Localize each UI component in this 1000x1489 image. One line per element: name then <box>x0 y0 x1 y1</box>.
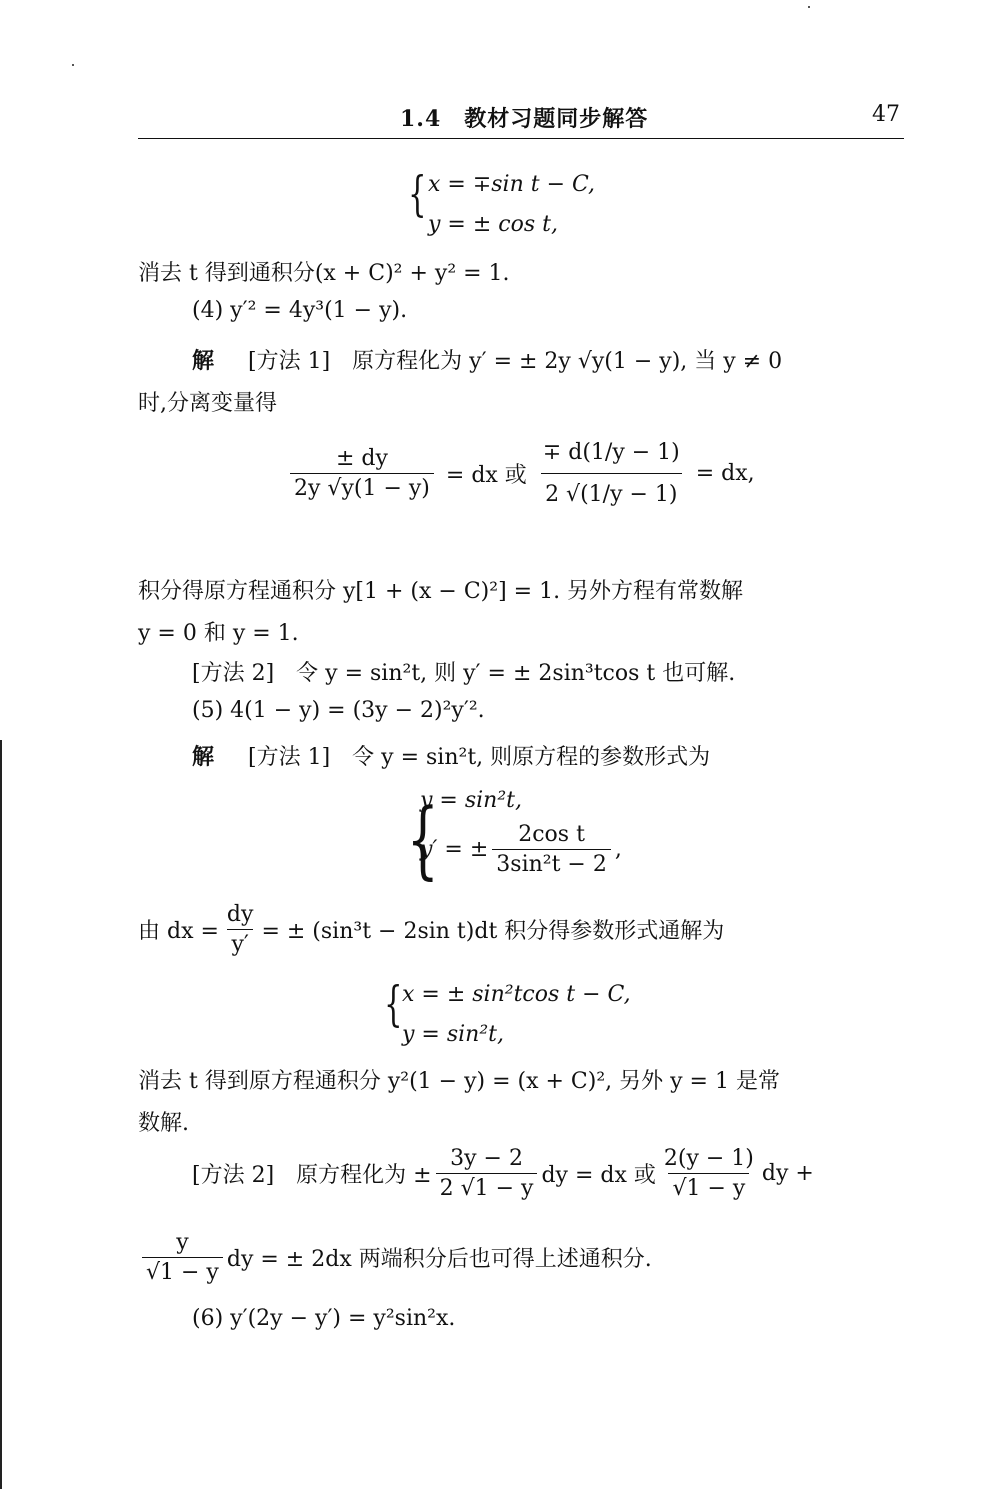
problem-6: (6) y′(2y − y′) = y²sin²x. <box>192 1306 456 1331</box>
equation-line: [方法 2] 原方程化为 ± $\frac{3y - 2}{2 √1 - y}$ dy = dx 或 $\frac{2(y - 1)}{√1 - y}$ dy + <box>192 1146 814 1201</box>
page-header <box>138 98 904 139</box>
left-brace: { <box>406 790 439 888</box>
text-line: [方法 1] 原方程化为 y′ = ± 2y √y(1 − y), 当 y ≠ 0 <box>248 349 783 374</box>
text-line: [方法 1] 令 y = sin²t, 则原方程的参数形式为 <box>248 745 711 770</box>
fraction: $\frac{dy}{y'}$ <box>226 902 254 957</box>
text-line: 消去 t 得到通积分(x + C)² + y² = 1. <box>138 261 510 286</box>
problem-4: (4) y′² = 4y³(1 − y). <box>192 298 408 323</box>
equation-line: y′ = ± $\frac{\text{2cos t}}{\text{3sin²t − 2}}$ , <box>420 822 622 877</box>
text-line: 数解. <box>138 1111 189 1136</box>
equation-line: x = ∓sin t − C, <box>428 172 596 197</box>
scan-speck <box>808 6 810 8</box>
fraction: $\frac{\pm dy}{2y √y(1 - y)}$ <box>290 446 434 501</box>
fraction: $\frac{2(y - 1)}{√1 - y}$ <box>663 1146 754 1201</box>
fraction: $\frac{y}{√1 - y}$ <box>142 1230 223 1285</box>
section-title: 1.4 教材习题同步解答 <box>400 106 649 132</box>
left-brace: { <box>384 976 403 1032</box>
text-line: 积分得原方程通积分 y[1 + (x − C)²] = 1. 另外方程有常数解 <box>138 579 744 604</box>
text-line: 消去 t 得到原方程通积分 y²(1 − y) = (x + C)², 另外 y = 1 是常 <box>138 1069 780 1094</box>
equation-line: y = sin²t, <box>420 788 522 813</box>
scan-edge <box>0 740 2 1489</box>
fraction: $\frac{3y - 2}{2 √1 - y}$ <box>436 1146 538 1201</box>
equation-line: $\frac{y}{√1 - y}$ dy = ± 2dx 两端积分后也可得上述通积分. <box>138 1230 652 1285</box>
solution-label: 解 <box>192 744 215 770</box>
equation-line: y = sin²t, <box>402 1022 504 1047</box>
page-number: 47 <box>872 102 900 127</box>
display-equation: $\frac{\pm dy}{2y √y(1 - y)}$ = dx 或 $\frac{\mp d(1/y - 1)}{2 √(1/y - 1)}$ = dx, <box>286 440 755 507</box>
left-brace: { <box>408 166 427 222</box>
text-line: [方法 2] 令 y = sin²t, 则 y′ = ± 2sin³tcos t 也可解. <box>192 661 736 686</box>
equation-line: 由 dx = $\frac{dy}{y'}$ = ± (sin³t − 2sin t)dt 积分得参数形式通解为 <box>138 902 725 957</box>
fraction: $\frac{\mp d(1/y - 1)}{2 √(1/y - 1)}$ <box>542 440 680 507</box>
equation-line: y = ± cos t, <box>428 212 558 237</box>
equation-line: x = ± sin²tcos t − C, <box>402 982 631 1007</box>
text-line: y = 0 和 y = 1. <box>138 621 299 646</box>
problem-5: (5) 4(1 − y) = (3y − 2)²y′². <box>192 698 485 723</box>
scan-speck <box>72 64 74 66</box>
fraction: $\frac{\text{2cos t}}{\text{3sin²t − 2}}$ <box>492 822 611 877</box>
solution-label: 解 <box>192 348 215 374</box>
text-line: 时,分离变量得 <box>138 391 277 416</box>
